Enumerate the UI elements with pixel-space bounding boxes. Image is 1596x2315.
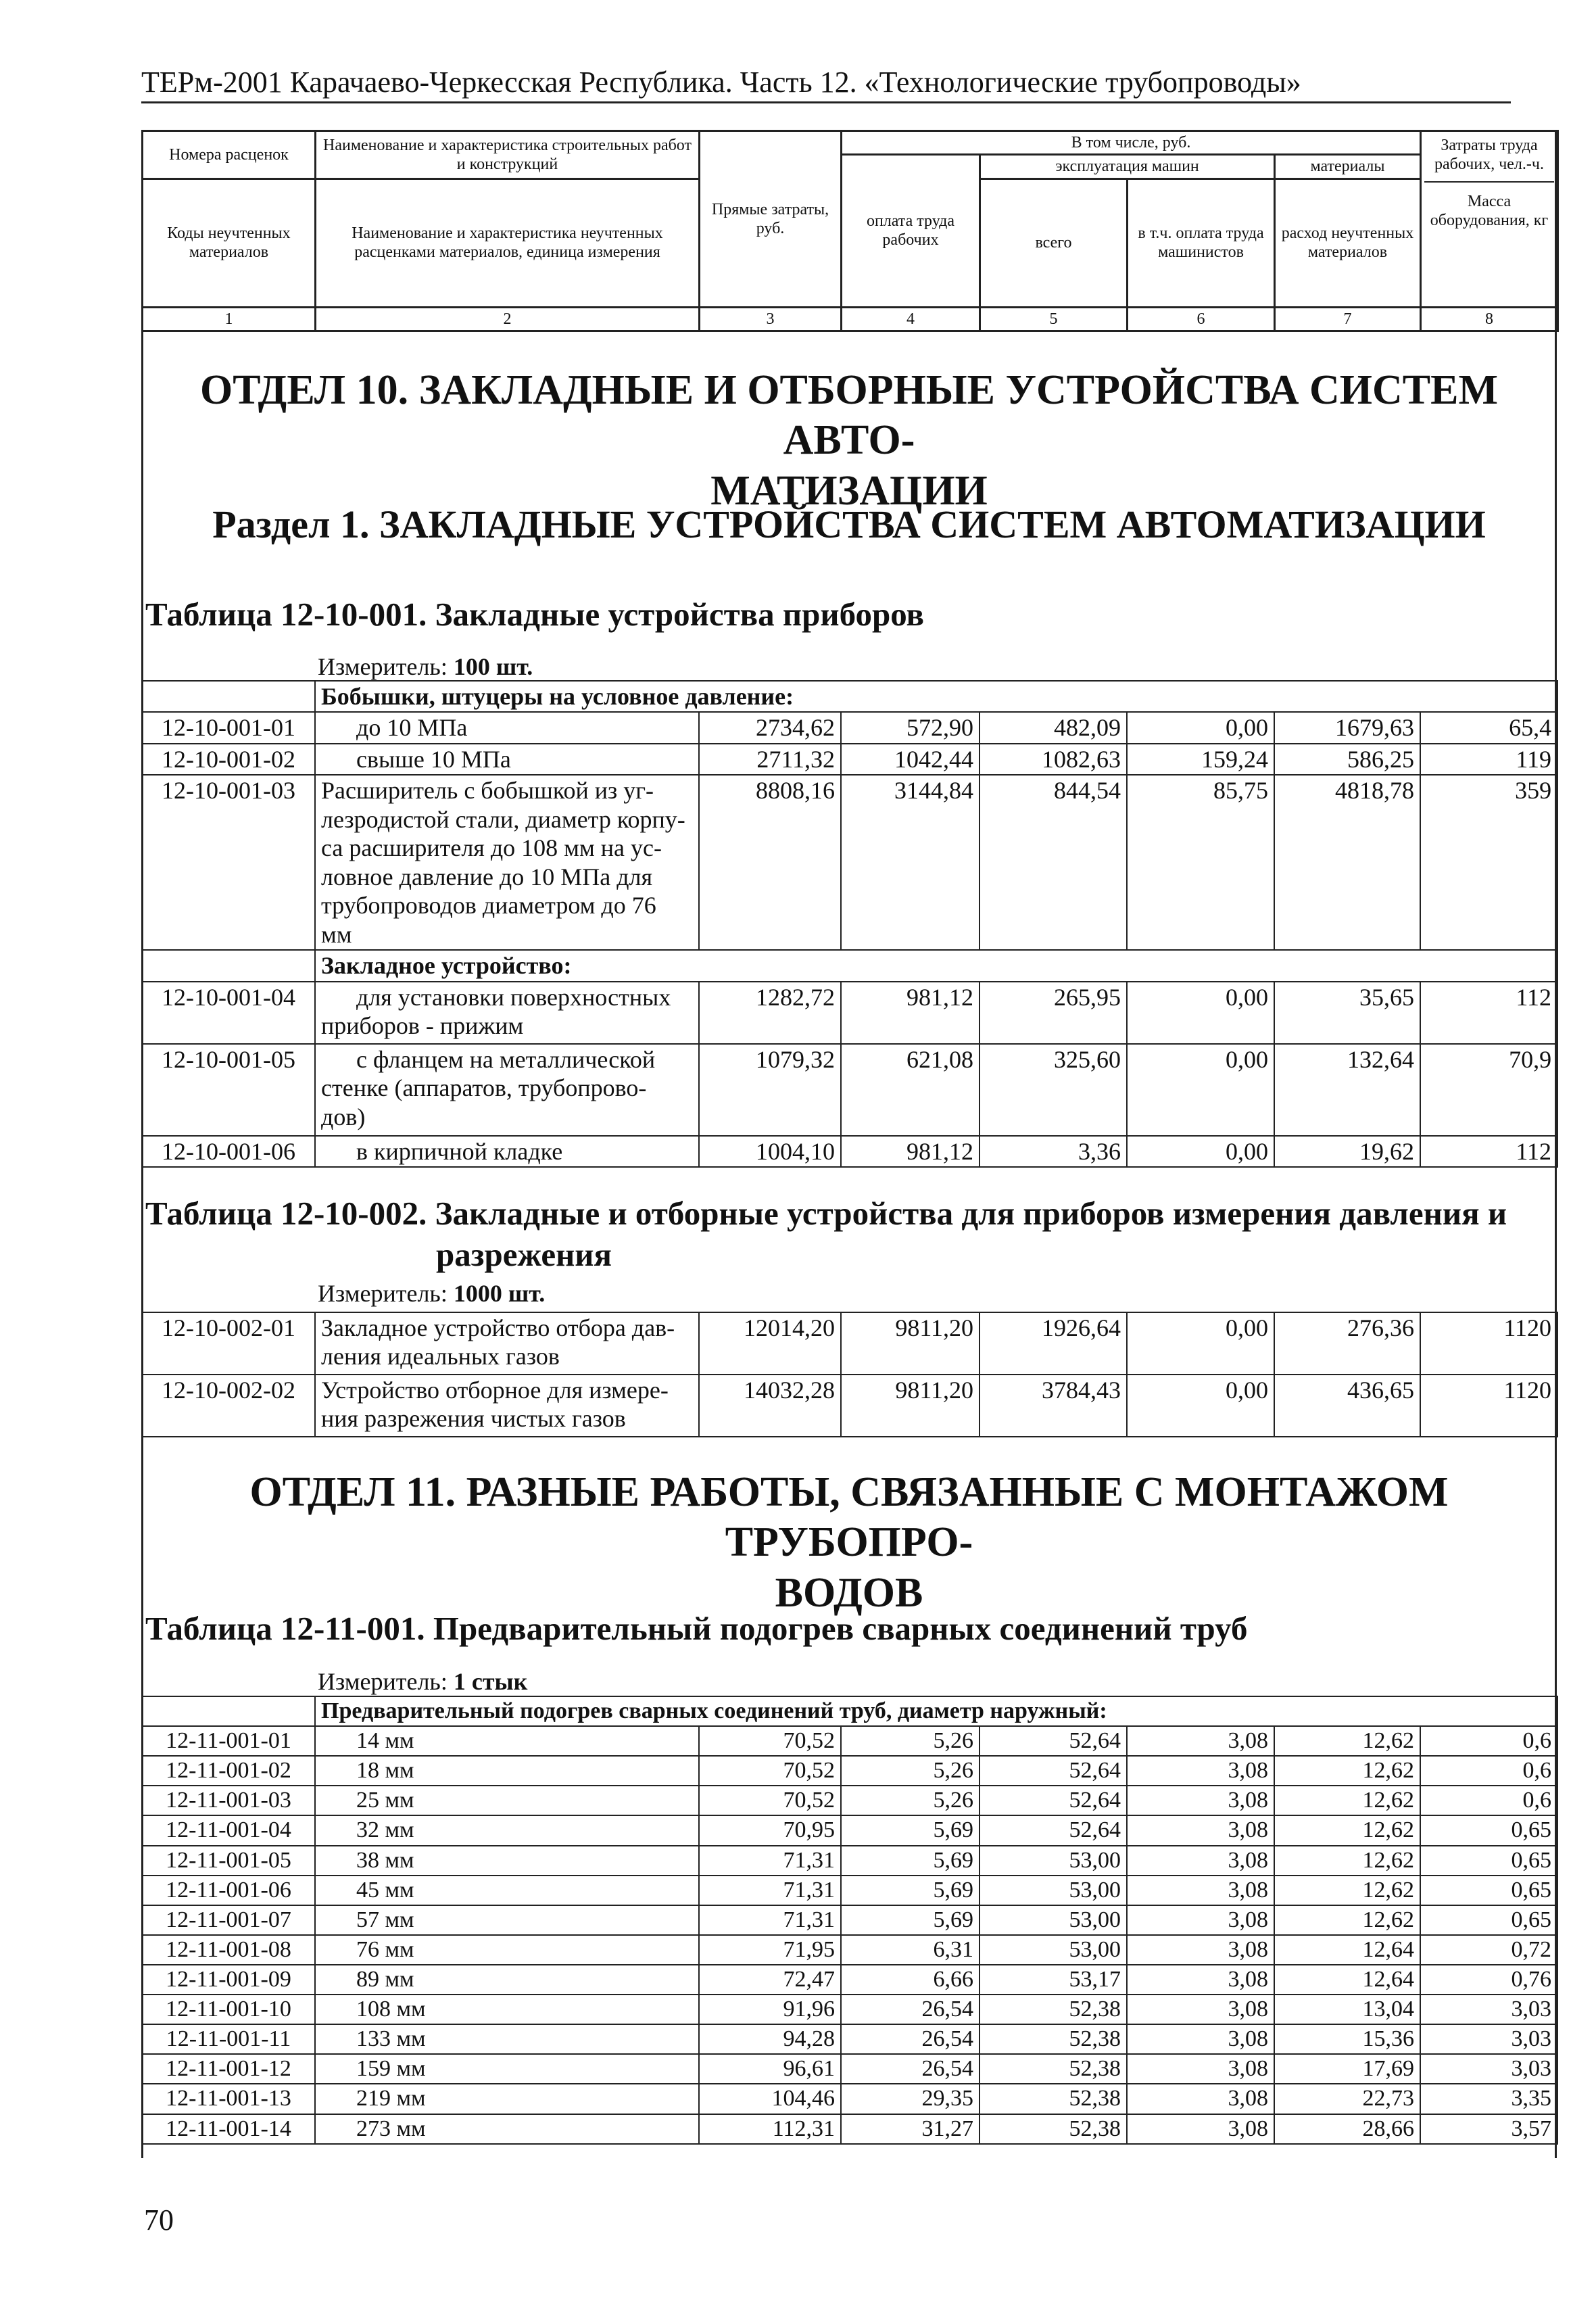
- column-header-table: [141, 130, 1559, 332]
- hdr-col8: [1421, 131, 1558, 308]
- dept10-title-line2: МАТИЗАЦИИ: [710, 467, 988, 514]
- name-cell: 159 мм: [315, 2054, 699, 2084]
- table-12-10-002-title: [145, 1193, 1551, 1276]
- t3-measure: [318, 1667, 527, 1696]
- name-cell: [315, 982, 699, 1044]
- value-cell: 0,00: [1127, 712, 1274, 743]
- value-cell: 3784,43: [980, 1375, 1127, 1437]
- name-cell: 89 мм: [315, 1965, 699, 1995]
- table-row: [142, 712, 1557, 743]
- table-12-11-001: [141, 1696, 1558, 2145]
- value-cell: 3,03: [1420, 2024, 1557, 2054]
- value-cell: 0,76: [1420, 1965, 1557, 1995]
- blank-cell: [142, 681, 315, 712]
- name-cell: [315, 775, 699, 950]
- value-cell: 9811,20: [841, 1375, 980, 1437]
- name-cell: 108 мм: [315, 1995, 699, 2024]
- table-row: [142, 775, 1557, 950]
- table-row: [142, 1846, 1557, 1876]
- name-line: Устройство отборное для измере-: [321, 1377, 669, 1404]
- value-cell: 52,64: [980, 1726, 1127, 1756]
- razdel1-title: Раздел 1. ЗАКЛАДНЫЕ УСТРОЙСТВА СИСТЕМ АВТОМАТИЗАЦИИ: [212, 502, 1486, 546]
- table-12-10-001-title: Таблица 12-10-001. Закладные устройства приборов: [145, 596, 924, 633]
- value-cell: 5,26: [841, 1756, 980, 1786]
- value-cell: 12,62: [1274, 1876, 1420, 1905]
- value-cell: 52,38: [980, 2114, 1127, 2144]
- name-cell: 273 мм: [315, 2114, 699, 2144]
- value-cell: 29,35: [841, 2084, 980, 2114]
- code-cell: 12-10-002-01: [142, 1312, 315, 1375]
- code-cell: 12-11-001-09: [142, 1965, 315, 1995]
- name-cell: до 10 МПа: [315, 712, 699, 743]
- hdr-incl: В том числе, руб.: [842, 131, 1421, 155]
- table-row: [142, 1965, 1557, 1995]
- hdr-col4: оплата труда рабочих: [842, 155, 980, 307]
- value-cell: 1079,32: [699, 1044, 841, 1136]
- table-row: [142, 1786, 1557, 1815]
- name-line: лезродистой стали, диаметр корпу-: [321, 805, 685, 833]
- value-cell: 3,08: [1127, 2084, 1274, 2114]
- value-cell: 70,52: [699, 1726, 841, 1756]
- value-cell: 5,69: [841, 1905, 980, 1935]
- hdr-col8-top: Затраты труда рабочих, чел.-ч.: [1424, 133, 1554, 183]
- value-cell: 14032,28: [699, 1375, 841, 1437]
- code-cell: 12-11-001-05: [142, 1846, 315, 1876]
- value-cell: 26,54: [841, 1995, 980, 2024]
- name-line: для установки поверхностных: [356, 983, 671, 1011]
- value-cell: 70,9: [1420, 1044, 1557, 1136]
- value-cell: 52,64: [980, 1815, 1127, 1845]
- code-cell: 12-10-001-05: [142, 1044, 315, 1136]
- value-cell: 104,46: [699, 2084, 841, 2114]
- group-row: [142, 950, 1557, 981]
- name-cell: 32 мм: [315, 1815, 699, 1845]
- value-cell: 1120: [1420, 1375, 1557, 1437]
- name-cell: 133 мм: [315, 2024, 699, 2054]
- blank-cell: [142, 1696, 315, 1726]
- t1-measure: [318, 652, 533, 681]
- value-cell: 19,62: [1274, 1136, 1420, 1167]
- value-cell: 1042,44: [841, 744, 980, 775]
- hdr-col7: расход неучтенных материалов: [1275, 178, 1421, 307]
- hdr-num: 1: [143, 307, 316, 331]
- name-cell: 219 мм: [315, 2084, 699, 2114]
- value-cell: 96,61: [699, 2054, 841, 2084]
- value-cell: 12,62: [1274, 1815, 1420, 1845]
- value-cell: 981,12: [841, 982, 980, 1044]
- value-cell: 31,27: [841, 2114, 980, 2144]
- table-row: [142, 2054, 1557, 2084]
- name-line: ния разрежения чистых газов: [321, 1405, 626, 1433]
- hdr-col2-top: Наименование и характеристика строительных работ и конструкций: [316, 131, 700, 179]
- value-cell: 4818,78: [1274, 775, 1420, 950]
- value-cell: 70,95: [699, 1815, 841, 1845]
- value-cell: 71,31: [699, 1876, 841, 1905]
- name-line: са расширителя до 108 мм на ус-: [321, 834, 662, 862]
- value-cell: 52,38: [980, 1995, 1127, 2024]
- value-cell: 35,65: [1274, 982, 1420, 1044]
- value-cell: 72,47: [699, 1965, 841, 1995]
- value-cell: 621,08: [841, 1044, 980, 1136]
- value-cell: 112: [1420, 982, 1557, 1044]
- value-cell: 71,31: [699, 1846, 841, 1876]
- code-cell: 12-11-001-11: [142, 2024, 315, 2054]
- value-cell: 5,69: [841, 1815, 980, 1845]
- value-cell: 0,00: [1127, 982, 1274, 1044]
- group-label: Бобышки, штуцеры на условное давление:: [315, 681, 1557, 712]
- value-cell: 0,6: [1420, 1726, 1557, 1756]
- value-cell: 3,08: [1127, 1756, 1274, 1786]
- value-cell: 9811,20: [841, 1312, 980, 1375]
- value-cell: 3,08: [1127, 2024, 1274, 2054]
- value-cell: 0,65: [1420, 1846, 1557, 1876]
- name-cell: 38 мм: [315, 1846, 699, 1876]
- hdr-col1-bottom: Коды неучтенных материалов: [143, 178, 316, 307]
- value-cell: 3,08: [1127, 1815, 1274, 1845]
- value-cell: 586,25: [1274, 744, 1420, 775]
- hdr-num: 8: [1421, 307, 1558, 331]
- value-cell: 13,04: [1274, 1995, 1420, 2024]
- value-cell: 0,6: [1420, 1786, 1557, 1815]
- value-cell: 3,08: [1127, 1876, 1274, 1905]
- table-12-10-001: [141, 680, 1558, 1168]
- value-cell: 5,26: [841, 1786, 980, 1815]
- code-cell: 12-11-001-06: [142, 1876, 315, 1905]
- name-cell: [315, 1375, 699, 1437]
- table-row: [142, 1312, 1557, 1375]
- value-cell: 94,28: [699, 2024, 841, 2054]
- value-cell: 0,00: [1127, 1375, 1274, 1437]
- value-cell: 482,09: [980, 712, 1127, 743]
- dept11-title: [143, 1467, 1555, 1618]
- value-cell: 3,08: [1127, 1786, 1274, 1815]
- hdr-num: 6: [1128, 307, 1275, 331]
- value-cell: 3,08: [1127, 1905, 1274, 1935]
- table-row: [142, 2084, 1557, 2114]
- running-header: ТЕРм-2001 Карачаево-Черкесская Республика. Часть 12. «Технологические трубопроводы»: [141, 66, 1301, 99]
- value-cell: 91,96: [699, 1995, 841, 2024]
- code-cell: 12-11-001-08: [142, 1935, 315, 1965]
- value-cell: 844,54: [980, 775, 1127, 950]
- name-line: дов): [321, 1103, 366, 1130]
- code-cell: 12-10-001-02: [142, 744, 315, 775]
- group-row: [142, 681, 1557, 712]
- value-cell: 1004,10: [699, 1136, 841, 1167]
- value-cell: 52,64: [980, 1756, 1127, 1786]
- measure-value: 100 шт.: [453, 653, 533, 680]
- value-cell: 0,65: [1420, 1905, 1557, 1935]
- table-row: [142, 744, 1557, 775]
- value-cell: 3,03: [1420, 1995, 1557, 2024]
- value-cell: 325,60: [980, 1044, 1127, 1136]
- value-cell: 70,52: [699, 1786, 841, 1815]
- code-cell: 12-10-001-04: [142, 982, 315, 1044]
- value-cell: 12,62: [1274, 1786, 1420, 1815]
- dept11-title-line2: ВОДОВ: [775, 1569, 923, 1616]
- value-cell: 0,00: [1127, 1044, 1274, 1136]
- hdr-col6: в т.ч. оплата труда машинистов: [1128, 178, 1275, 307]
- value-cell: 0,72: [1420, 1935, 1557, 1965]
- value-cell: 0,00: [1127, 1136, 1274, 1167]
- hdr-num: 2: [316, 307, 700, 331]
- name-line: мм: [321, 920, 352, 948]
- value-cell: 5,26: [841, 1726, 980, 1756]
- name-cell: 14 мм: [315, 1726, 699, 1756]
- hdr-machines: эксплуатация машин: [980, 155, 1275, 178]
- value-cell: 3,35: [1420, 2084, 1557, 2114]
- table-row: [142, 1935, 1557, 1965]
- dept10-title: [143, 365, 1555, 516]
- table-row: [142, 1756, 1557, 1786]
- t2-title-line1: Таблица 12-10-002. Закладные и отборные устройства для приборов измерения давления и: [145, 1195, 1507, 1232]
- table-12-11-001-title: Таблица 12-11-001. Предварительный подогрев сварных соединений труб: [145, 1610, 1248, 1647]
- value-cell: 15,36: [1274, 2024, 1420, 2054]
- hdr-col1-top: Номера расценок: [143, 131, 316, 179]
- name-cell: [315, 1044, 699, 1136]
- value-cell: 1282,72: [699, 982, 841, 1044]
- t2-title-line2: разрежения: [436, 1236, 612, 1274]
- code-cell: 12-11-001-13: [142, 2084, 315, 2114]
- value-cell: 22,73: [1274, 2084, 1420, 2114]
- value-cell: 26,54: [841, 2024, 980, 2054]
- value-cell: 71,95: [699, 1935, 841, 1965]
- value-cell: 12,64: [1274, 1965, 1420, 1995]
- value-cell: 112,31: [699, 2114, 841, 2144]
- name-line: ловное давление до 10 МПа для: [321, 863, 653, 890]
- value-cell: 70,52: [699, 1756, 841, 1786]
- group-label: Предварительный подогрев сварных соединений труб, диаметр наружный:: [315, 1696, 1557, 1726]
- group-row: [142, 1696, 1557, 1726]
- table-row: [142, 1136, 1557, 1167]
- value-cell: 53,00: [980, 1876, 1127, 1905]
- table-row: [142, 1375, 1557, 1437]
- value-cell: 12,62: [1274, 1905, 1420, 1935]
- value-cell: 85,75: [1127, 775, 1274, 950]
- value-cell: 1926,64: [980, 1312, 1127, 1375]
- name-line: стенке (аппаратов, трубопрово-: [321, 1074, 647, 1102]
- code-cell: 12-10-001-01: [142, 712, 315, 743]
- table-row: [142, 1815, 1557, 1845]
- hdr-num: 3: [700, 307, 842, 331]
- name-cell: 25 мм: [315, 1786, 699, 1815]
- hdr-col3: Прямые затраты, руб.: [700, 131, 842, 308]
- value-cell: 119: [1420, 744, 1557, 775]
- table-row: [142, 2024, 1557, 2054]
- value-cell: 3,08: [1127, 2114, 1274, 2144]
- value-cell: 28,66: [1274, 2114, 1420, 2144]
- name-line: ления идеальных газов: [321, 1343, 560, 1370]
- name-cell: [315, 1312, 699, 1375]
- value-cell: 65,4: [1420, 712, 1557, 743]
- value-cell: 52,38: [980, 2084, 1127, 2114]
- code-cell: 12-11-001-03: [142, 1786, 315, 1815]
- value-cell: 112: [1420, 1136, 1557, 1167]
- value-cell: 1082,63: [980, 744, 1127, 775]
- hdr-col8-bottom: Масса оборудования, кг: [1430, 192, 1549, 229]
- code-cell: 12-11-001-07: [142, 1905, 315, 1935]
- value-cell: 6,66: [841, 1965, 980, 1995]
- value-cell: 52,38: [980, 2054, 1127, 2084]
- value-cell: 12014,20: [699, 1312, 841, 1375]
- dept10-title-line1: ОТДЕЛ 10. ЗАКЛАДНЫЕ И ОТБОРНЫЕ УСТРОЙСТВА СИСТЕМ АВТО-: [200, 367, 1498, 464]
- value-cell: 0,6: [1420, 1756, 1557, 1786]
- table-row: [142, 1876, 1557, 1905]
- name-cell: 18 мм: [315, 1756, 699, 1786]
- value-cell: 52,38: [980, 2024, 1127, 2054]
- value-cell: 12,62: [1274, 1756, 1420, 1786]
- table-row: [142, 2114, 1557, 2144]
- value-cell: 2734,62: [699, 712, 841, 743]
- value-cell: 5,69: [841, 1876, 980, 1905]
- value-cell: 265,95: [980, 982, 1127, 1044]
- measure-value: 1000 шт.: [453, 1280, 546, 1307]
- value-cell: 71,31: [699, 1905, 841, 1935]
- value-cell: 0,65: [1420, 1815, 1557, 1845]
- table-row: [142, 982, 1557, 1044]
- code-cell: 12-11-001-10: [142, 1995, 315, 2024]
- value-cell: 26,54: [841, 2054, 980, 2084]
- value-cell: 12,62: [1274, 1846, 1420, 1876]
- value-cell: 53,00: [980, 1935, 1127, 1965]
- table-12-10-002: [141, 1312, 1558, 1437]
- name-line: трубопроводов диаметром до 76: [321, 892, 656, 920]
- hdr-col2-bottom: Наименование и характеристика неучтенных расценками материалов, единица измерения: [316, 178, 700, 307]
- hdr-materials: материалы: [1275, 155, 1421, 178]
- name-line: Закладное устройство отбора дав-: [321, 1314, 675, 1341]
- value-cell: 8808,16: [699, 775, 841, 950]
- hdr-num: 7: [1275, 307, 1421, 331]
- name-cell: в кирпичной кладке: [315, 1136, 699, 1167]
- value-cell: 6,31: [841, 1935, 980, 1965]
- dept11-title-line1: ОТДЕЛ 11. РАЗНЫЕ РАБОТЫ, СВЯЗАННЫЕ С МОНТАЖОМ ТРУБОПРО-: [249, 1469, 1449, 1566]
- value-cell: 1120: [1420, 1312, 1557, 1375]
- value-cell: 981,12: [841, 1136, 980, 1167]
- value-cell: 3,08: [1127, 1935, 1274, 1965]
- name-cell: 76 мм: [315, 1935, 699, 1965]
- value-cell: 12,64: [1274, 1935, 1420, 1965]
- value-cell: 3,36: [980, 1136, 1127, 1167]
- table-row: [142, 1044, 1557, 1136]
- value-cell: 3,08: [1127, 1846, 1274, 1876]
- name-line: Расширитель с бобышкой из уг-: [321, 777, 654, 805]
- code-cell: 12-10-002-02: [142, 1375, 315, 1437]
- table-row: [142, 1995, 1557, 2024]
- code-cell: 12-11-001-01: [142, 1726, 315, 1756]
- value-cell: 3,08: [1127, 2054, 1274, 2084]
- measure-label: Измеритель:: [318, 653, 448, 680]
- value-cell: 3,08: [1127, 1726, 1274, 1756]
- value-cell: 5,69: [841, 1846, 980, 1876]
- value-cell: 12,62: [1274, 1726, 1420, 1756]
- value-cell: 3144,84: [841, 775, 980, 950]
- code-cell: 12-11-001-04: [142, 1815, 315, 1845]
- value-cell: 3,08: [1127, 1965, 1274, 1995]
- group-label: Закладное устройство:: [315, 950, 1557, 981]
- hdr-col5: всего: [980, 178, 1128, 307]
- measure-label: Измеритель:: [318, 1280, 448, 1307]
- value-cell: 52,64: [980, 1786, 1127, 1815]
- hdr-num: 4: [842, 307, 980, 331]
- name-cell: свыше 10 МПа: [315, 744, 699, 775]
- name-cell: 57 мм: [315, 1905, 699, 1935]
- table-row: [142, 1905, 1557, 1935]
- value-cell: 359: [1420, 775, 1557, 950]
- value-cell: 3,08: [1127, 1995, 1274, 2024]
- code-cell: 12-10-001-03: [142, 775, 315, 950]
- name-line: с фланцем на металлической: [356, 1045, 656, 1073]
- name-line: приборов - прижим: [321, 1012, 524, 1040]
- name-cell: 45 мм: [315, 1876, 699, 1905]
- value-cell: 436,65: [1274, 1375, 1420, 1437]
- hdr-num: 5: [980, 307, 1128, 331]
- page-number: 70: [144, 2203, 174, 2237]
- value-cell: 17,69: [1274, 2054, 1420, 2084]
- table-row: [142, 1726, 1557, 1756]
- blank-cell: [142, 950, 315, 981]
- header-rule: [141, 101, 1511, 103]
- value-cell: 2711,32: [699, 744, 841, 775]
- t2-measure: [318, 1279, 545, 1308]
- value-cell: 276,36: [1274, 1312, 1420, 1375]
- measure-label: Измеритель:: [318, 1668, 448, 1695]
- code-cell: 12-11-001-12: [142, 2054, 315, 2084]
- measure-value: 1 стык: [453, 1668, 528, 1695]
- value-cell: 159,24: [1127, 744, 1274, 775]
- code-cell: 12-11-001-14: [142, 2114, 315, 2144]
- value-cell: 0,65: [1420, 1876, 1557, 1905]
- value-cell: 132,64: [1274, 1044, 1420, 1136]
- value-cell: 0,00: [1127, 1312, 1274, 1375]
- code-cell: 12-11-001-02: [142, 1756, 315, 1786]
- value-cell: 3,03: [1420, 2054, 1557, 2084]
- value-cell: 53,17: [980, 1965, 1127, 1995]
- value-cell: 572,90: [841, 712, 980, 743]
- value-cell: 53,00: [980, 1905, 1127, 1935]
- value-cell: 1679,63: [1274, 712, 1420, 743]
- code-cell: 12-10-001-06: [142, 1136, 315, 1167]
- value-cell: 3,57: [1420, 2114, 1557, 2144]
- value-cell: 53,00: [980, 1846, 1127, 1876]
